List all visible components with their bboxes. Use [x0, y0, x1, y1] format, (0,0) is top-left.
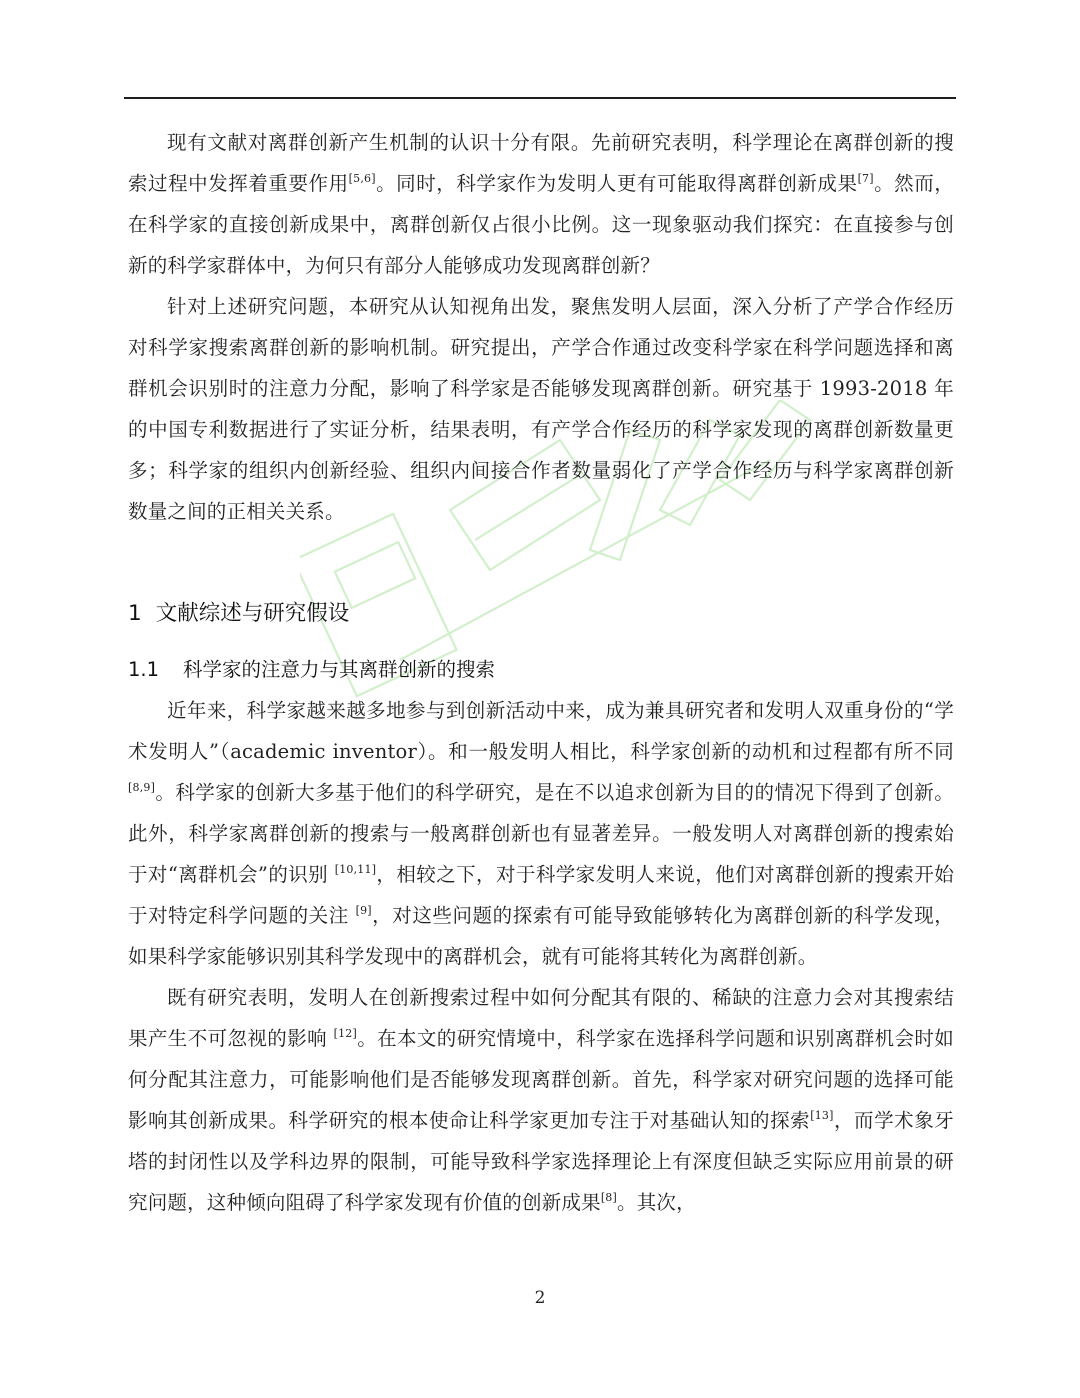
citation: [8,9] [128, 781, 156, 794]
paragraph-text: ，相较之下，对于科学家发明人来说，他们对离群创新的搜索开始于对特定科学问题的关注 [128, 863, 954, 927]
paragraph-text: ，而学术象牙塔的封闭性以及学科边界的限制，可能导致科学家选择理论上有深度但缺乏实际应用前景的研究问题，这种倾向阻碍了科学家发现有价值的创新成果 [128, 1109, 954, 1214]
intro-paragraphs [128, 122, 954, 532]
subsection-title: 科学家的注意力与其离群创新的搜索 [183, 658, 496, 681]
paragraph [128, 690, 954, 977]
subsection-heading [128, 650, 954, 690]
citation: [8] [600, 1191, 617, 1204]
section-heading [128, 594, 954, 634]
paragraph-text: 既有研究表明，发明人在创新搜索过程中如何分配其有限的、稀缺的注意力会对其搜索结果产生不可忽视的影响 [128, 986, 954, 1050]
page-number: 2 [534, 1288, 546, 1308]
paragraph [128, 122, 954, 286]
citation: [10,11] [334, 863, 377, 876]
page-content [128, 122, 954, 1223]
paragraph-text: 。然而，在科学家的直接创新成果中，离群创新仅占很小比例。这一现象驱动我们探究：在直接参与创新的科学家群体中，为何只有部分人能够成功发现离群创新？ [128, 172, 954, 277]
paragraph [128, 286, 954, 532]
header-rule [124, 97, 956, 99]
body-paragraphs [128, 690, 954, 1223]
paragraph-text: 近年来，科学家越来越多地参与到创新活动中来，成为兼具研究者和发明人双重身份的“学术发明人”（academic inventor）。和一般发明人相比，科学家创新的动机和过程都有所不同 [128, 699, 954, 763]
paragraph-text: ，对这些问题的探索有可能导致能够转化为离群创新的科学发现，如果科学家能够识别其科学发现中的离群机会，就有可能将其转化为离群创新。 [128, 904, 954, 968]
paragraph-text: 现有文献对离群创新产生机制的认识十分有限。先前研究表明，科学理论在离群创新的搜索过程中发挥着重要作用 [128, 131, 954, 195]
citation: [9] [355, 904, 372, 917]
paragraph-text: 。在本文的研究情境中，科学家在选择科学问题和识别离群机会时如何分配其注意力，可能影响他们是否能够发现离群创新。首先，科学家对研究问题的选择可能影响其创新成果。科学研究的根本使命让科学家更加专注于对基础认知的探索 [128, 1027, 954, 1132]
citation: [12] [333, 1027, 357, 1040]
citation: [7] [857, 172, 874, 185]
section-title: 文献综述与研究假设 [155, 601, 350, 626]
paragraph-text: 针对上述研究问题，本研究从认知视角出发，聚焦发明人层面，深入分析了产学合作经历对科学家搜索离群创新的影响机制。研究提出，产学合作通过改变科学家在科学问题选择和离群机会识别时的注意力分配，影响了科学家是否能够发现离群创新。研究基于 1993-2018 年的中国专利数据进行了实证分析，结果表明，有产学合作经历的科学家发现的离群创新数量更多；科学家的组织内创新经验、组织内间接合作者数量弱化了产学合作经历与科学家离群创新数量之间的正相关关系。 [128, 295, 954, 523]
citation: [5,6] [348, 172, 376, 185]
paragraph-text: 。科学家的创新大多基于他们的科学研究，是在不以追求创新为目的的情况下得到了创新。此外，科学家离群创新的搜索与一般离群创新也有显著差异。一般发明人对离群创新的搜索始于对“离群机会”的识别 [128, 781, 954, 886]
section-number: 1 [128, 601, 142, 626]
paragraph [128, 977, 954, 1223]
subsection-number: 1.1 [128, 658, 160, 681]
citation: [13] [810, 1109, 834, 1122]
paragraph-text: 。其次， [617, 1191, 696, 1214]
paragraph-text: 。同时，科学家作为发明人更有可能取得离群创新成果 [375, 172, 858, 195]
